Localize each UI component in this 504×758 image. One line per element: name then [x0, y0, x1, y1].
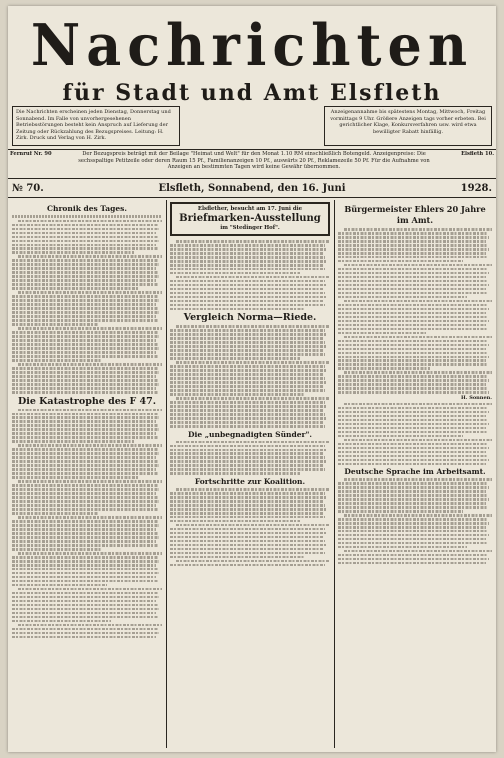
text-line: [12, 367, 158, 370]
text-line: [12, 584, 107, 587]
text-line: [338, 383, 486, 386]
text-line: [12, 420, 156, 423]
text-line: [176, 276, 330, 279]
text-line: [338, 352, 487, 355]
text-line: [338, 526, 486, 529]
text-line: [170, 244, 325, 247]
text-line: [12, 548, 102, 551]
text-line: [170, 508, 327, 511]
text-line: [18, 327, 162, 330]
text-line: [170, 425, 325, 428]
column-3: [338, 202, 492, 748]
text-line: [344, 403, 492, 406]
text-line: [18, 444, 162, 447]
text-line: [170, 472, 300, 475]
text-line: [170, 284, 327, 287]
text-line: [170, 556, 304, 559]
text-line: [338, 304, 487, 307]
article-body-block: [170, 441, 330, 475]
text-line: [338, 451, 486, 454]
text-line: [12, 636, 156, 639]
text-line: [12, 592, 158, 595]
newspaper-title: Nachrichten: [30, 11, 474, 79]
text-line: [170, 248, 327, 251]
text-line: [170, 500, 324, 503]
article-body-block: [170, 240, 330, 310]
article-heading: Chronik des Tages.: [47, 204, 127, 213]
text-line: [12, 287, 138, 290]
text-line: [344, 300, 492, 303]
text-line: [338, 276, 486, 279]
text-line: [338, 260, 463, 263]
text-line: [170, 381, 327, 384]
text-line: [12, 224, 158, 227]
text-line: [12, 544, 158, 547]
newspaper-page: [8, 6, 496, 752]
text-line: [12, 496, 158, 499]
text-line: [12, 600, 156, 603]
text-line: [338, 443, 487, 446]
text-line: [170, 421, 324, 424]
office-code: Elsfleth 10.: [461, 151, 494, 157]
text-line: [12, 504, 156, 507]
text-line: [170, 373, 324, 376]
text-line: [338, 328, 487, 331]
text-line: [12, 576, 156, 579]
text-line: [12, 267, 156, 270]
article-heading: Deutsche Sprache im Arbeitsamt.: [344, 467, 486, 477]
ad-line: Elsflether, besucht am 17. Juni die: [197, 206, 303, 212]
text-line: [176, 488, 330, 491]
text-line: [170, 288, 324, 291]
text-line: [12, 632, 159, 635]
text-line: [338, 268, 487, 271]
text-line: [12, 460, 158, 463]
text-line: [170, 532, 327, 535]
article-heading: Bürgermeister Ehlers 20 Jahre im Amt.: [344, 204, 486, 225]
text-line: [18, 255, 162, 258]
text-line: [170, 405, 327, 408]
text-line: [12, 303, 156, 306]
text-line: [338, 387, 487, 390]
text-line: [338, 498, 489, 501]
text-line: [12, 604, 158, 607]
text-line: [12, 568, 158, 571]
text-line: [170, 345, 327, 348]
text-line: [170, 468, 325, 471]
text-line: [338, 248, 489, 251]
text-line: [12, 560, 159, 563]
text-line: [12, 232, 156, 235]
text-line: [170, 492, 325, 495]
text-line: [170, 528, 325, 531]
text-line: [176, 441, 330, 444]
column-divider: [166, 200, 167, 748]
text-line: [170, 496, 327, 499]
text-line: [176, 560, 330, 563]
text-line: [12, 612, 156, 615]
text-line: [176, 397, 330, 400]
text-line: [170, 252, 324, 255]
text-line: [338, 447, 489, 450]
text-line: [338, 546, 467, 549]
text-line: [338, 296, 467, 299]
text-line: [170, 452, 324, 455]
text-line: [170, 365, 325, 368]
text-line: [338, 344, 489, 347]
text-line: [170, 548, 324, 551]
text-line: [338, 455, 487, 458]
text-line: [338, 348, 486, 351]
text-line: [170, 264, 324, 267]
text-line: [12, 228, 159, 231]
text-line: [338, 530, 487, 533]
article-body-block: [338, 478, 492, 564]
text-line: [12, 355, 158, 358]
text-line: [338, 538, 486, 541]
text-line: [170, 552, 325, 555]
text-line: [170, 349, 324, 352]
text-line: [338, 459, 489, 462]
text-line: [12, 620, 111, 623]
text-line: [12, 468, 156, 471]
text-line: [338, 240, 486, 243]
text-line: [12, 311, 159, 314]
text-line: [338, 415, 486, 418]
text-line: [170, 256, 325, 259]
text-line: [338, 423, 489, 426]
article-body-block: [12, 220, 162, 394]
price-text: Der Bezugspreis beträgt mit der Beilage "Heimat und Welt" für den Monat 1.10 RM einschließlich Botengeld. Anzeigenpreise: Die sechsspaltige Petitzeile oder deren Raum 15 Pf., Familienanzeigen 10 Pf., auswärts 20 Pf., Reklamezeile 50 Pf. Für die Aufnahme von Anzeigen an bestimmten Tagen wird keine Gewähr übernommen.: [78, 151, 430, 170]
text-line: [12, 596, 159, 599]
text-line: [18, 220, 162, 223]
column-divider: [334, 200, 335, 748]
text-line: [170, 337, 324, 340]
text-line: [12, 556, 158, 559]
text-line: [18, 480, 162, 483]
text-line: [18, 409, 162, 412]
text-line: [12, 343, 158, 346]
text-line: [338, 494, 487, 497]
text-line: [12, 347, 159, 350]
text-line: [12, 375, 156, 378]
text-line: [12, 335, 159, 338]
text-line: [12, 432, 156, 435]
text-line: [170, 341, 325, 344]
text-line: [12, 251, 134, 254]
issue-date: Elsfleth, Sonnabend, den 16. Juni: [158, 183, 346, 194]
text-line: [170, 389, 325, 392]
text-line: [338, 510, 463, 513]
text-line: [338, 435, 463, 438]
text-line: [338, 407, 487, 410]
text-line: [338, 236, 489, 239]
text-line: [338, 232, 487, 235]
text-line: [338, 340, 487, 343]
issue-number: № 70.: [12, 183, 44, 194]
text-line: [338, 419, 487, 422]
text-line: [12, 476, 138, 479]
text-line: [170, 292, 325, 295]
text-line: [12, 263, 159, 266]
text-line: [338, 375, 487, 378]
dateline: [12, 182, 492, 196]
text-line: [12, 456, 156, 459]
text-line: [170, 260, 327, 263]
dateline-rule: [8, 197, 496, 198]
text-line: [12, 572, 159, 575]
text-line: [338, 324, 486, 327]
text-line: [12, 616, 158, 619]
text-line: [12, 295, 158, 298]
text-line: [338, 558, 489, 561]
text-line: [170, 280, 325, 283]
text-line: [338, 359, 486, 362]
text-line: [12, 275, 159, 278]
column-1: [12, 202, 162, 748]
price-rule-top: [8, 178, 496, 179]
text-line: [338, 308, 489, 311]
text-line: [12, 524, 159, 527]
ad-headline: Briefmarken-Ausstellung: [179, 213, 321, 224]
text-line: [170, 333, 327, 336]
text-line: [170, 544, 327, 547]
text-line: [170, 449, 327, 452]
text-line: [170, 413, 325, 416]
text-line: [12, 244, 156, 247]
text-line: [170, 445, 325, 448]
article-body-block: [170, 325, 330, 427]
text-line: [12, 319, 158, 322]
text-line: [170, 357, 300, 360]
text-line: [170, 353, 325, 356]
text-line: [170, 369, 327, 372]
text-line: [176, 325, 330, 328]
text-line: [12, 532, 158, 535]
text-line: [176, 361, 330, 364]
text-line: [338, 363, 487, 366]
text-line: [170, 564, 325, 567]
text-line: [170, 504, 325, 507]
text-line: [12, 472, 158, 475]
text-line: [12, 528, 156, 531]
text-line: [170, 401, 325, 404]
text-line: [12, 520, 158, 523]
text-line: [338, 312, 486, 315]
text-line: [12, 279, 156, 282]
text-line: [344, 478, 492, 481]
text-line: [338, 411, 489, 414]
text-line: [12, 413, 158, 416]
text-line: [12, 383, 159, 386]
text-line: [338, 554, 487, 557]
text-line: [170, 456, 325, 459]
text-line: [12, 339, 156, 342]
article-heading: Die „unbegnadigten Sünder".: [188, 429, 312, 439]
text-line: [12, 428, 159, 431]
text-line: [12, 452, 159, 455]
text-line: [12, 448, 158, 451]
masthead-rule: [8, 149, 496, 150]
text-line: [12, 240, 159, 243]
text-line: [12, 540, 156, 543]
text-line: [12, 387, 156, 390]
text-line: [338, 252, 486, 255]
text-line: [18, 552, 162, 555]
text-line: [12, 236, 158, 239]
text-line: [12, 564, 156, 567]
text-line: [338, 542, 487, 545]
text-line: [338, 391, 489, 394]
text-line: [12, 299, 159, 302]
text-line: [176, 240, 330, 243]
text-line: [338, 379, 489, 382]
publication-info: Die Nachrichten erscheinen jeden Dienstag, Donnerstag und Sonnabend. Im Falle von unvorhergesehenen Betriebsstörungen besteht kein Anspruch auf Lieferung der Zeitung oder Rückzahlung des Bezugspreises. Leitung: H. Zirk. Druck und Verlag von H. Zirk.: [12, 106, 180, 146]
text-line: [338, 482, 487, 485]
text-line: [12, 424, 158, 427]
text-line: [18, 363, 162, 366]
text-line: [344, 264, 492, 267]
text-line: [170, 308, 304, 311]
text-line: [344, 336, 492, 339]
text-line: [170, 329, 325, 332]
text-line: [12, 464, 159, 467]
article-body-block: [338, 228, 492, 394]
text-line: [170, 268, 325, 271]
text-line: [338, 518, 487, 521]
text-line: [170, 272, 300, 275]
text-line: [12, 247, 158, 250]
text-line: [170, 464, 324, 467]
text-line: [12, 379, 158, 382]
text-line: [12, 608, 159, 611]
issue-year: 1928.: [460, 183, 492, 194]
text-line: [344, 439, 492, 442]
text-line: [12, 391, 158, 394]
text-line: [170, 536, 324, 539]
text-line: [12, 371, 159, 374]
text-line: [338, 522, 489, 525]
article-body-block: [170, 488, 330, 566]
text-line: [170, 516, 325, 519]
text-line: [344, 514, 492, 517]
text-line: [170, 385, 324, 388]
text-line: [170, 540, 325, 543]
text-line: [338, 463, 486, 466]
text-line: [170, 300, 324, 303]
text-line: [344, 371, 492, 374]
text-line: [338, 280, 487, 283]
text-line: [12, 536, 159, 539]
article-body-block: [12, 409, 162, 639]
text-line: [12, 271, 158, 274]
text-line: [170, 417, 327, 420]
text-line: [12, 512, 98, 515]
text-line: [12, 323, 98, 326]
text-line: [338, 284, 489, 287]
text-line: [170, 409, 324, 412]
text-line: [170, 520, 300, 523]
text-line: [12, 580, 158, 583]
text-line: [338, 272, 489, 275]
text-line: [344, 228, 492, 231]
exhibition-advertisement: [170, 202, 330, 236]
text-line: [12, 283, 158, 286]
ad-line: im "Stedinger Hof".: [220, 225, 280, 231]
text-line: [170, 304, 325, 307]
text-line: [12, 440, 134, 443]
text-line: [338, 356, 489, 359]
text-line: [12, 351, 156, 354]
author-signature: H. Sonnen.: [461, 395, 492, 402]
text-line: [170, 460, 327, 463]
text-line: [12, 259, 158, 262]
text-line: [338, 367, 430, 370]
text-line: [338, 506, 487, 509]
text-line: [338, 316, 487, 319]
text-line: [176, 524, 330, 527]
text-line: [170, 296, 327, 299]
text-line: [12, 484, 158, 487]
column-2: [170, 202, 330, 748]
phone-number: Fernruf Nr. 90: [10, 151, 52, 157]
text-line: [338, 502, 486, 505]
text-line: [338, 320, 489, 323]
text-line: [12, 488, 159, 491]
text-line: [338, 534, 489, 537]
text-line: [12, 500, 159, 503]
text-line: [338, 562, 486, 565]
price-bar: [10, 151, 494, 175]
article-heading: Vergleich Norma—Riede.: [183, 312, 317, 324]
text-line: [12, 331, 158, 334]
text-line: [12, 508, 158, 511]
text-line: [338, 427, 486, 430]
advertising-info: Anzeigenannahme bis spätestens Montag, Mittwoch, Freitag vormittags 9 Uhr. Größere Anzeigen tags vorher erbeten. Bei gerichtlicher Klage, Konkursverfahren usw. wird etwa bewilligter Rabatt hinfällig.: [324, 106, 492, 146]
text-line: [338, 431, 487, 434]
text-line: [170, 393, 304, 396]
text-line: [170, 377, 325, 380]
article-body: [12, 215, 162, 218]
text-line: [12, 416, 159, 419]
text-line: [338, 288, 486, 291]
article-heading: Fortschritte zur Koalition.: [194, 477, 306, 486]
text-line: [18, 624, 162, 627]
text-line: [12, 359, 102, 362]
text-line: [338, 490, 486, 493]
text-line: [338, 292, 487, 295]
masthead: [8, 6, 496, 141]
newspaper-subtitle: für Stadt und Amt Elsfleth: [62, 80, 442, 106]
text-line: [12, 436, 158, 439]
text-line: [12, 628, 158, 631]
text-line: [12, 492, 156, 495]
text-line: [170, 512, 324, 515]
text-line: [338, 256, 487, 259]
article-heading: Die Katastrophe des F 47.: [17, 395, 157, 407]
text-line: [12, 307, 158, 310]
article-body-block: [338, 403, 492, 465]
text-line: [338, 486, 489, 489]
text-line: [12, 315, 156, 318]
text-line: [18, 291, 162, 294]
text-line: [18, 588, 162, 591]
text-line: [338, 244, 487, 247]
text-line: [344, 550, 492, 553]
text-line: [338, 332, 426, 335]
text-line: [18, 516, 162, 519]
